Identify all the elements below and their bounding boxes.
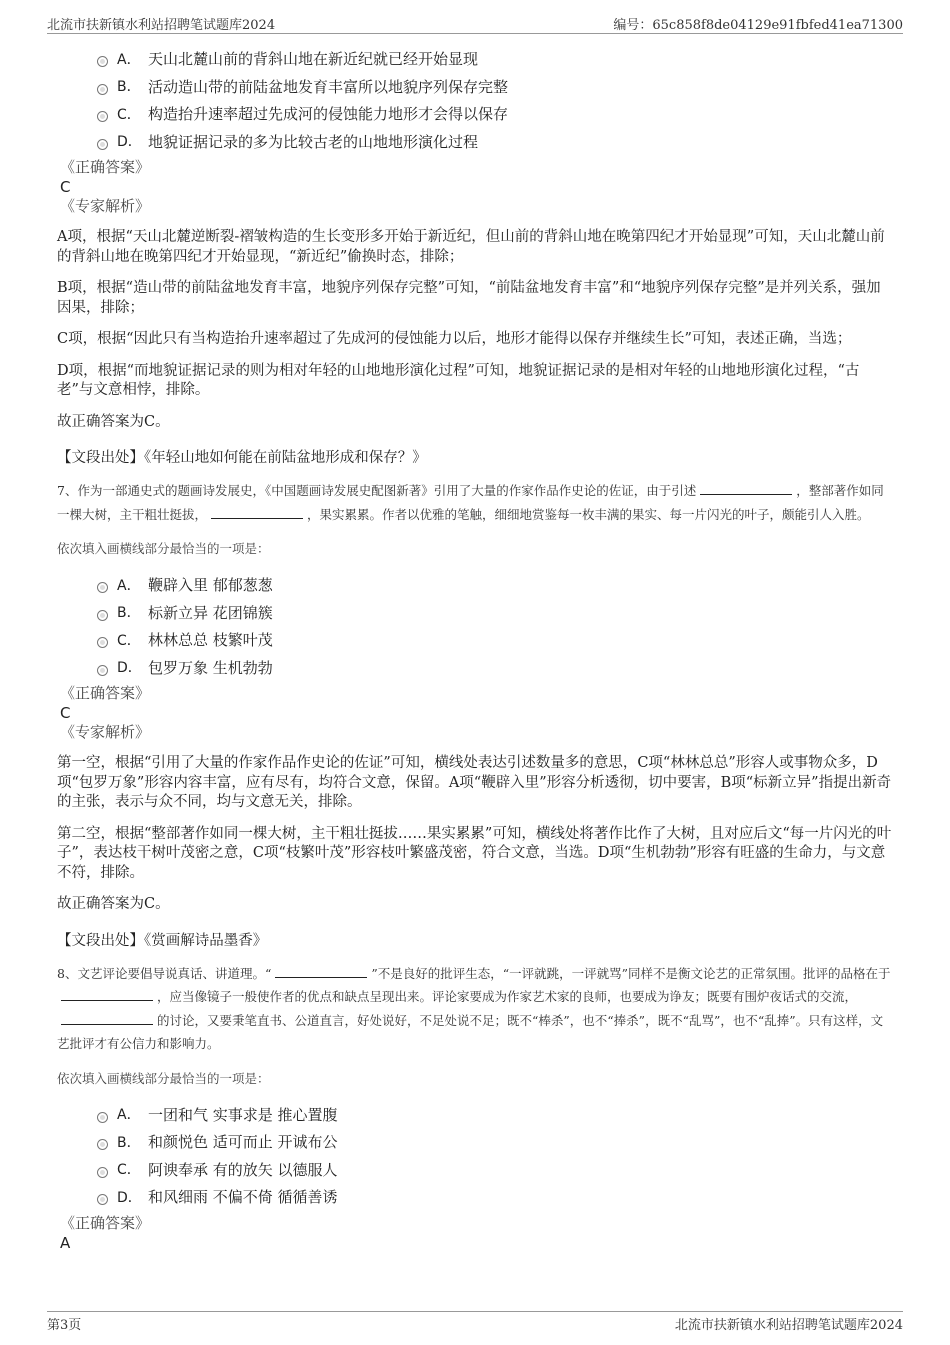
- analysis-paragraph: 第一空，根据“引用了大量的作家作品作史论的佐证”可知，横线处表达引述数量多的意思，C项“林林总总”形容人或事物众多，D项“包罗万象”形容内容丰富，应有尽有，均符合文意，保留。A项“鞭辟入里”形容分析透彻，切中要害，B项“标新立异”指提出新奇的主张，表示与众不同，均与文意无关，排除。: [57, 755, 892, 810]
- radio-icon[interactable]: [97, 1112, 108, 1123]
- radio-icon[interactable]: [97, 139, 108, 150]
- analysis-paragraph: A项，根据“天山北麓逆断裂-褶皱构造的生长变形多开始于新近纪，但山前的背斜山地在晚第四纪才开始显现”可知，天山北麓山前的背斜山地在晚第四纪才开始显现，“新近纪”偷换时态，排除；: [57, 229, 885, 265]
- fill-blank: [275, 965, 367, 978]
- answer-label: 《正确答案》: [60, 684, 151, 702]
- radio-icon[interactable]: [97, 582, 108, 593]
- answer-label: 《正确答案》: [60, 158, 151, 176]
- analysis-paragraph: C项，根据“因此只有当构造抬升速率超过了先成河的侵蚀能力以后，地形才能得以保存并继续生长”可知，表述正确，当选；: [57, 331, 852, 347]
- analysis-conclusion: 故正确答案为C。: [57, 896, 170, 912]
- radio-icon[interactable]: [97, 637, 108, 648]
- page-content: [57, 45, 893, 1253]
- fill-blank: [61, 1012, 153, 1025]
- header-title: 北流市扶新镇水利站招聘笔试题库2024: [47, 18, 276, 33]
- fill-blank: [61, 988, 153, 1001]
- radio-icon[interactable]: [97, 610, 108, 621]
- source-citation: 【文段出处】《年轻山地如何能在前陆盆地形成和保存？》: [57, 450, 427, 466]
- question-stem: 8、文艺评论要倡导说真话、讲道理。“ ”不是良好的批评生态，“一评就跳，一评就骂”同样不是衡文论艺的正常氛围。批评的品格在于，应当像镜子一般使作者的优点和缺点呈现出来。评论家要成为作家艺术家的良师，也要成为诤友；既要有围炉夜话式的交流，的讨论，又要秉笔直书、公道直言，好处说好，不足处说不足；既不“棒杀”，也不“捧杀”，既不“乱骂”，也不“乱捧”。只有这样，文艺批评才有公信力和影响力。: [57, 965, 891, 1051]
- analysis-label: 《专家解析》: [60, 197, 151, 215]
- source-citation: 【文段出处】《赏画解诗品墨香》: [57, 932, 268, 949]
- radio-icon[interactable]: [97, 1139, 108, 1150]
- option-a[interactable]: A． 鞭辟入里 郁郁葱葱: [57, 571, 893, 599]
- analysis-label: 《专家解析》: [60, 723, 151, 741]
- footer-title: 北流市扶新镇水利站招聘笔试题库2024: [674, 1317, 903, 1333]
- question-instruction: 依次填入画横线部分最恰当的一项是：: [57, 1070, 270, 1086]
- option-d[interactable]: D． 和风细雨 不偏不倚 循循善诱: [57, 1183, 893, 1211]
- answer-value: C: [60, 704, 71, 722]
- option-a[interactable]: A． 一团和气 实事求是 推心置腹: [57, 1101, 893, 1129]
- answer-value: A: [60, 1233, 71, 1252]
- q6-options: [57, 45, 893, 155]
- radio-icon[interactable]: [97, 1167, 108, 1178]
- answer-value: C: [60, 178, 71, 196]
- option-d[interactable]: D． 包罗万象 生机勃勃: [57, 654, 893, 682]
- radio-icon[interactable]: [97, 56, 108, 67]
- header-doc-id: 编号：65c858f8de04129e91fbfed41ea71300: [613, 18, 903, 33]
- option-c[interactable]: C． 阿谀奉承 有的放矢 以德服人: [57, 1156, 893, 1184]
- analysis-paragraph: D项，根据“而地貌证据记录的则为相对年轻的山地地形演化过程”可知，地貌证据记录的是相对年轻的山地地形演化过程，“古老”与文意相悖，排除。: [57, 362, 860, 398]
- question-instruction: 依次填入画横线部分最恰当的一项是：: [57, 541, 270, 556]
- answer-label: 《正确答案》: [60, 1213, 151, 1232]
- option-b[interactable]: B． 标新立异 花团锦簇: [57, 599, 893, 627]
- page-footer: [47, 1311, 903, 1334]
- analysis-conclusion: 故正确答案为C。: [57, 413, 170, 430]
- option-b[interactable]: B． 和颜悦色 适可而止 开诚布公: [57, 1128, 893, 1156]
- page-header: [47, 13, 903, 34]
- page-number: 第3页: [47, 1317, 82, 1333]
- analysis-paragraph: 第二空，根据“整部著作如同一棵大树，主干粗壮挺拔……果实累累”可知，横线处将著作比作了大树，且对应后文“每一片闪光的叶子”，表达枝干树叶茂密之意，C项“枝繁叶茂”形容枝叶繁盛茂密，符合文意，当选。D项“生机勃勃”形容有旺盛的生命力，与文意不符，排除。: [57, 825, 892, 881]
- option-a[interactable]: A． 天山北麓山前的背斜山地在新近纪就已经开始显现: [57, 45, 893, 73]
- question-stem: 7、作为一部通史式的题画诗发展史，《中国题画诗发展史配图新著》引用了大量的作家作品作史论的佐证，由于引述 ，整部著作如同一棵大树，主干粗壮挺拔， ，果实累累。作者以优雅的笔触，细细地赏鉴每一枚丰满的果实、每一片闪光的叶子，颇能引人入胜。: [57, 483, 884, 522]
- radio-icon[interactable]: [97, 111, 108, 122]
- radio-icon[interactable]: [97, 665, 108, 676]
- option-b[interactable]: B． 活动造山带的前陆盆地发育丰富所以地貌序列保存完整: [57, 73, 893, 101]
- option-c[interactable]: C． 林林总总 枝繁叶茂: [57, 626, 893, 654]
- radio-icon[interactable]: [97, 84, 108, 95]
- radio-icon[interactable]: [97, 1194, 108, 1205]
- q8-options: [57, 1101, 893, 1211]
- option-c[interactable]: C． 构造抬升速率超过先成河的侵蚀能力地形才会得以保存: [57, 100, 893, 128]
- analysis-paragraph: B项，根据“造山带的前陆盆地发育丰富，地貌序列保存完整”可知，“前陆盆地发育丰富”和“地貌序列保存完整”是并列关系，强加因果，排除；: [57, 280, 881, 316]
- q7-options: [57, 571, 893, 681]
- fill-blank: [700, 482, 792, 495]
- fill-blank: [211, 506, 303, 519]
- option-d[interactable]: D． 地貌证据记录的多为比较古老的山地地形演化过程: [57, 128, 893, 156]
